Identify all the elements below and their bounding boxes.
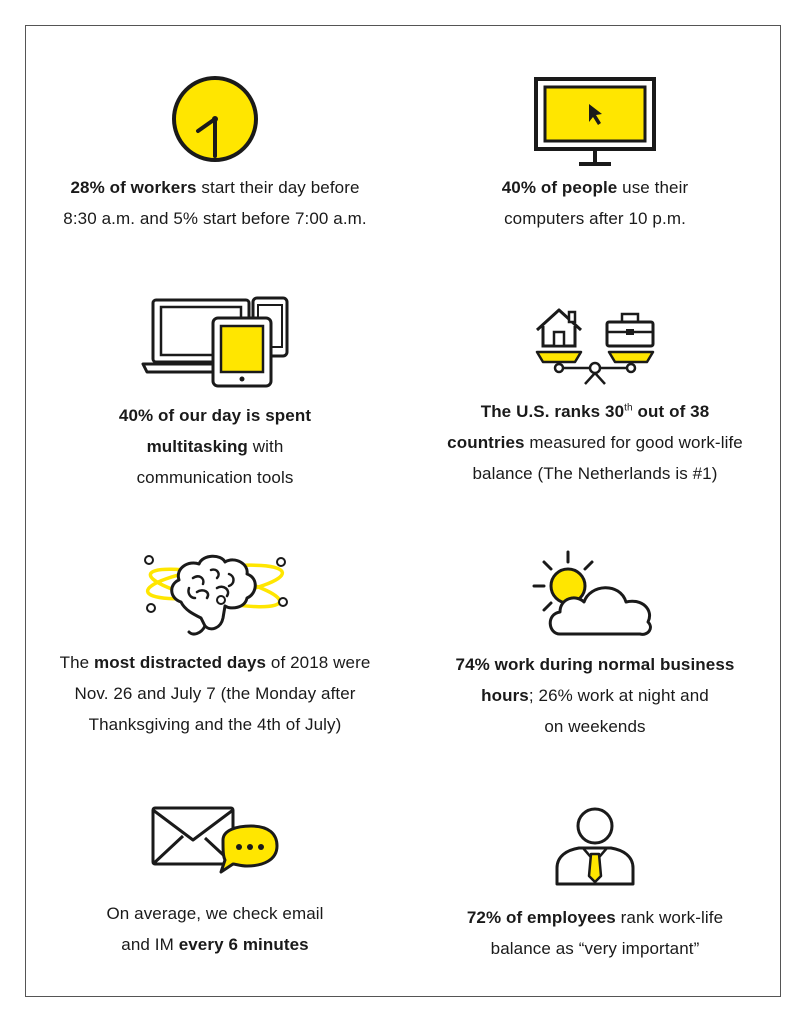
stat-late-computer xyxy=(405,76,785,234)
stat-line: 40% of people use their xyxy=(501,178,689,197)
stat-line: 72% of employees rank work-life xyxy=(466,908,724,927)
stat-multitasking xyxy=(25,296,405,493)
clock-icon xyxy=(165,76,265,162)
work-life-scale-icon xyxy=(533,304,657,386)
stat-line: 74% work during normal business xyxy=(455,655,735,674)
stat-line: balance as “very important” xyxy=(490,939,700,958)
stat-distracted-days xyxy=(25,548,405,740)
email-chat-icon xyxy=(149,804,281,886)
stat-line: 28% of workers start their day before xyxy=(70,178,360,197)
computer-monitor-icon xyxy=(533,76,657,168)
stat-us-ranking xyxy=(405,304,785,489)
stat-line: hours; 26% work at night and xyxy=(481,686,709,705)
stat-employee-importance xyxy=(405,806,785,964)
stat-line: multitasking with xyxy=(146,437,284,456)
stat-early-start xyxy=(25,76,405,234)
stat-line: Thanksgiving and the 4th of July) xyxy=(88,715,342,734)
stat-line: countries measured for good work-life xyxy=(447,433,743,452)
brain-icon xyxy=(141,548,289,640)
stat-work-hours xyxy=(405,548,785,742)
stat-line: on weekends xyxy=(544,717,646,736)
stat-line: The U.S. ranks 30th out of 38 xyxy=(480,402,710,421)
stat-line: and IM every 6 minutes xyxy=(121,935,309,954)
devices-icon xyxy=(141,296,289,388)
stat-line: Nov. 26 and July 7 (the Monday after xyxy=(74,684,356,703)
stat-line: The most distracted days of 2018 were xyxy=(59,653,371,672)
sun-cloud-icon xyxy=(530,548,660,640)
stat-line: computers after 10 p.m. xyxy=(504,209,686,228)
stat-email-check xyxy=(25,804,405,960)
stat-line: 40% of our day is spent xyxy=(118,406,312,425)
employee-icon xyxy=(553,806,637,886)
stat-line: 8:30 a.m. and 5% start before 7:00 a.m. xyxy=(63,209,367,228)
stat-line: On average, we check email xyxy=(106,904,324,923)
stat-line: balance (The Netherlands is #1) xyxy=(472,464,718,483)
stat-line: communication tools xyxy=(136,468,294,487)
